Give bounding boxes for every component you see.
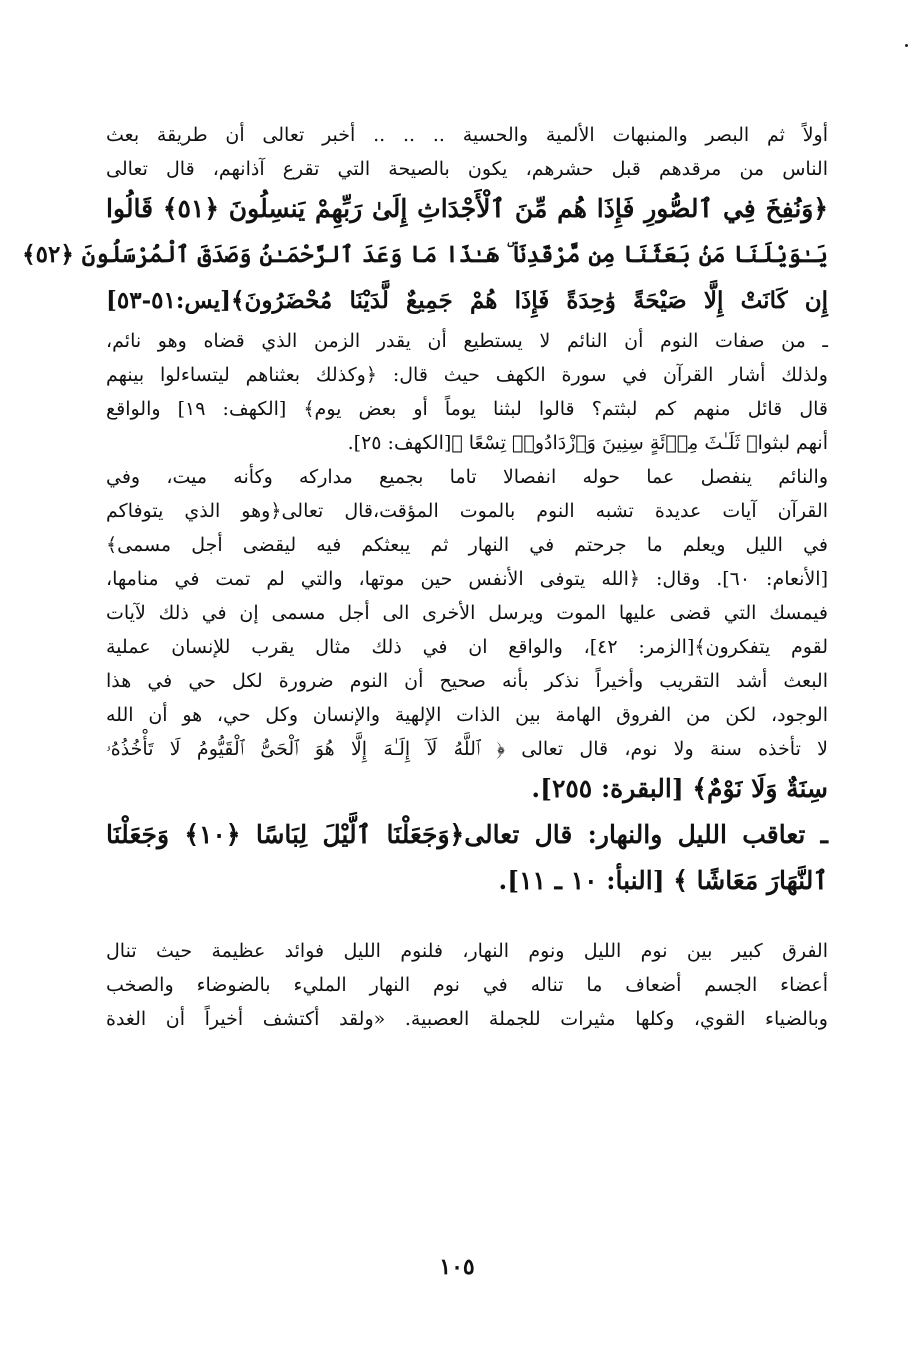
text-line: والنائم ينفصل عما حوله انفصالا تاما بجميع مداركه وكأنه ميت، وفي	[106, 466, 828, 488]
text-line: القرآن آيات عديدة تشبه النوم بالموت المؤقت،قال تعالى﴿وهو الذي يتوفاكم	[106, 500, 828, 522]
text-line: لقوم يتفكرون﴾[الزمر: ٤٢]، والواقع ان في ذلك مثال يقرب للإنسان عملية	[106, 636, 828, 658]
scan-speck	[905, 44, 908, 47]
quran-verse-line: ﴿وَنُفِخَ فِي ٱلصُّورِ فَإِذَا هُم مِّنَ ٱلْأَجْدَاثِ إِلَىٰ رَبِّهِمْ يَنسِلُونَ ﴿٥١﴾ قَالُوا	[106, 194, 828, 223]
text-line: الوجود، لكن من الفروق الهامة بين الذات الإلهية والإنسان وكل حي، هو أن الله	[106, 704, 828, 726]
quran-verse-line: سِنَةٌ وَلَا نَوْمٌ﴾ [البقرة: ٢٥٥].	[531, 774, 828, 803]
text-line: أولاً ثم البصر والمنبهات الألمية والحسية .. .. .. أخبر تعالى أن طريقة بعث	[106, 124, 828, 146]
text-line: الناس من مرقدهم قبل حشرهم، يكون بالصيحة التي تقرع آذانهم، قال تعالى	[106, 158, 828, 180]
text-line: ـ من صفات النوم أن النائم لا يستطيع أن يقدر الزمن الذي قضاه وهو نائم،	[106, 330, 828, 352]
paragraph-gap	[106, 904, 828, 934]
text-line: [الأنعام: ٦٠]. وقال: ﴿الله يتوفى الأنفس حين موتها، والتي لم تمت في منامها،	[106, 568, 828, 590]
text-line: أنهم لبثوا﴿ ثَلَـٰثَ مِا۟ئَةٍ سِنِينَ وَٱزْدَادُوا۟ تِسْعًا ﴾[الكهف: ٢٥].	[347, 432, 828, 454]
text-line: أعضاء الجسم أضعاف ما تناله في نوم النهار المليء بالضوضاء والصخب	[106, 974, 828, 996]
quran-verse-line: ٱلنَّهَارَ مَعَاشًا ﴾ [النبأ: ١٠ ـ ١١].	[498, 866, 828, 895]
section-line: ـ تعاقب الليل والنهار: قال تعالى﴿وَجَعَلْنَا ٱلَّيْلَ لِبَاسًا ﴿١٠﴾ وَجَعَلْنَا	[106, 820, 828, 849]
text-line: قال قائل منهم كم لبثتم؟ قالوا لبثنا يوماً أو بعض يوم﴾ [الكهف: ١٩] والواقع	[106, 398, 828, 420]
text-line: لا تأخذه سنة ولا نوم، قال تعالى ﴿ ٱللَّهُ لَآ إِلَـٰهَ إِلَّا هُوَ ٱلْحَىُّ ٱلْقَيُّومُ لَا تَأْخُذُهُۥ	[106, 738, 828, 760]
text-line: البعث أشد التقريب وأخيراً نذكر بأنه صحيح أن النوم ضرورة لكل حي في هذا	[106, 670, 828, 692]
text-line: فيمسك التي قضى عليها الموت ويرسل الأخرى الى أجل مسمى إن في ذلك لآيات	[106, 602, 828, 624]
page-body	[22, 118, 828, 1036]
text-line: وبالضياء القوي، وكلها مثيرات للجملة العصبية. «ولقد أكتشف أخيراً أن الغدة	[106, 1008, 828, 1030]
text-line: في الليل ويعلم ما جرحتم في النهار ثم يبعثكم فيه ليقضى أجل مسمى﴾	[106, 534, 828, 556]
quran-verse-line: إِن كَانَتْ إِلَّا صَيْحَةً وَٰحِدَةً فَإِذَا هُمْ جَمِيعٌ لَّدَيْنَا مُحْضَرُونَ﴾[يس:٥١-٥٣]	[106, 287, 828, 314]
page-number: ١٠٥	[439, 1254, 475, 1280]
text-line: ولذلك أشار القرآن في سورة الكهف حيث قال: ﴿وكذلك بعثناهم ليتساءلوا بينهم	[106, 364, 828, 386]
quran-verse-line: يَـٰوَيْلَنَا مَنۢ بَعَثَنَا مِن مَّرْقَدِنَا ۜ هَـٰذَا مَا وَعَدَ ٱلرَّحْمَـٰنُ وَصَدَقَ ٱلْمُرْسَلُونَ ﴿٥٢﴾	[22, 241, 828, 268]
text-line: الفرق كبير بين نوم الليل ونوم النهار، فلنوم الليل فوائد عظيمة حيث تنال	[106, 940, 828, 962]
